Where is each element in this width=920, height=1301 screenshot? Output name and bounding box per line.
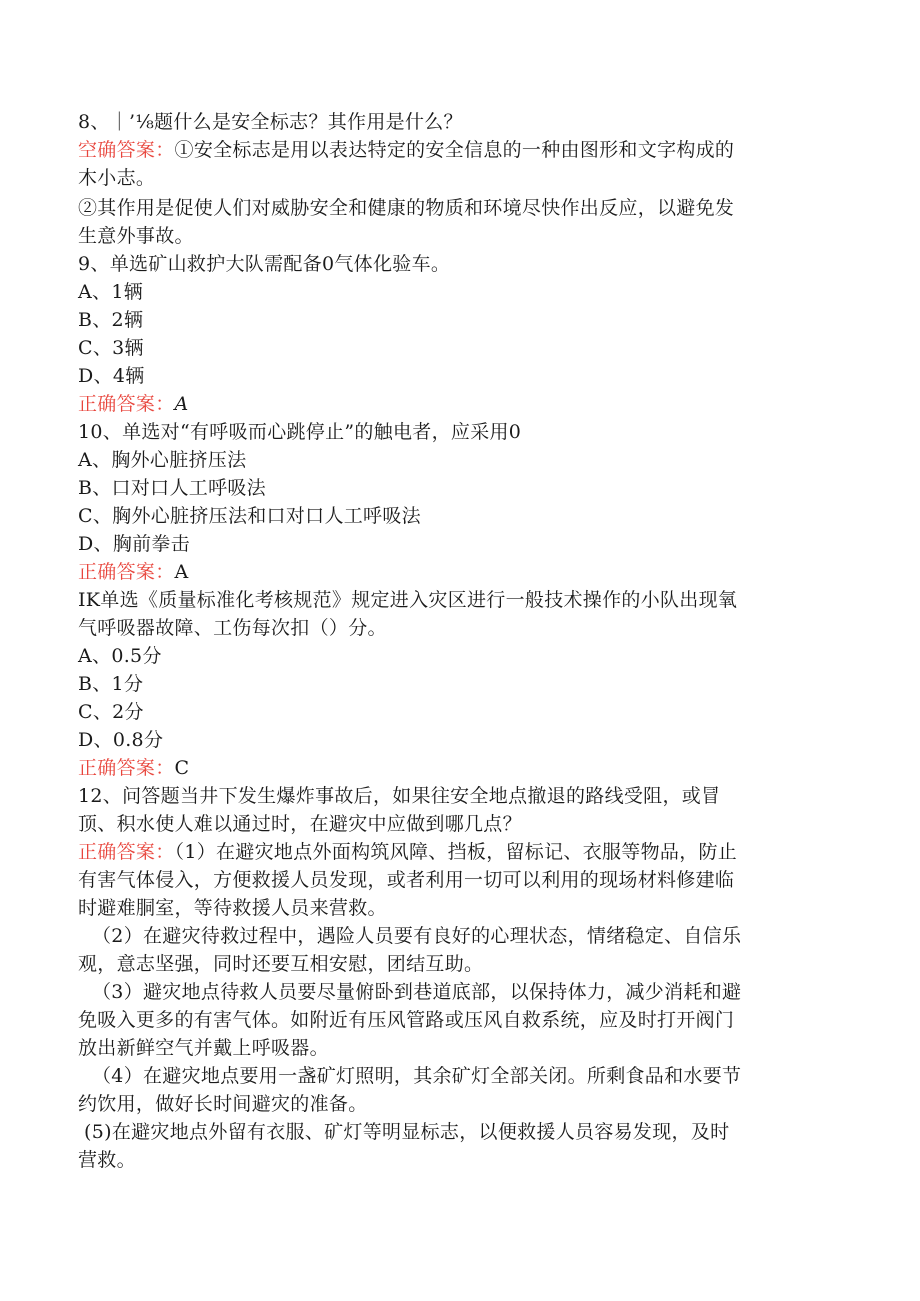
q12-answer-text-10: (5)在避灾地点外留有衣服、矿灯等明显标志，以便救援人员容易发现，及时	[84, 1121, 730, 1143]
q12-answer-text-8: （4）在避灾地点要用一盏矿灯照明，其余矿灯全部关闭。所剩食品和水要节	[92, 1065, 742, 1087]
q9-option-a: A、1辆	[78, 281, 144, 303]
q12-answer-text-11: 营救。	[78, 1149, 136, 1171]
q12-answer-label: 正确答案：	[78, 841, 175, 863]
q10-answer	[78, 558, 838, 586]
q10-title: 10、单选对“有呼吸而心跳停止”的触电者，应采用0	[78, 421, 522, 443]
q10-answer-label: 正确答案：	[78, 561, 175, 583]
q12-title-2: 顶、积水使人难以通过时，在避灾中应做到哪几点？	[78, 813, 522, 835]
q11-option-b: B、1分	[78, 673, 144, 695]
q11-answer-label: 正确答案：	[78, 757, 175, 779]
q9-answer-value: A	[174, 393, 189, 415]
q10-option-c: C、胸外心脏挤压法和口对口人工呼吸法	[78, 505, 421, 527]
q9-option-d: D、4辆	[78, 365, 145, 387]
q9-title: 9、单选矿山救护大队需配备0气体化验车。	[78, 253, 451, 275]
q12-answer-text-6: 免吸入更多的有害气体。如附近有压风管路或压风自救系统，应及时打开阀门	[78, 1009, 735, 1031]
q12-answer-text-3: （2）在避灾待救过程中，遇险人员要有良好的心理状态，情绪稳定、自信乐	[92, 925, 742, 947]
q8-answer-label: 空确答案：	[78, 139, 175, 161]
q8-title: 8、｜’⅛题什么是安全标志？其作用是什么？	[78, 111, 463, 133]
q8-answer-line	[78, 136, 838, 164]
q8-answer-text-4: 生意外事故。	[78, 225, 194, 247]
q12-answer-text-4: 观，意志坚强，同时还要互相安慰，团结互助。	[78, 953, 484, 975]
q12-answer-text-2: 时避难胴室，等待救援人员来营救。	[78, 897, 387, 919]
q11-title-2: 气呼吸器故障、工伤每次扣（）分。	[78, 617, 387, 639]
q9-option-c: C、3辆	[78, 337, 144, 359]
q9-option-b: B、2辆	[78, 309, 144, 331]
q9-answer	[78, 390, 838, 418]
q8-answer-text-3: ②其作用是促使人们对威胁安全和健康的物质和环境尽快作出反应，以避免发	[78, 197, 735, 219]
q11-title-1: IK单选《质量标准化考核规范》规定进入灾区进行一般技术操作的小队出现氧	[78, 589, 738, 611]
q10-option-d: D、胸前拳击	[78, 533, 191, 555]
document-page	[78, 108, 838, 1174]
q11-answer-value: C	[174, 757, 190, 779]
q10-answer-value: A	[174, 561, 189, 583]
q11-answer	[78, 754, 838, 782]
q10-option-b: B、口对口人工呼吸法	[78, 477, 266, 499]
q8-answer-text-1: ①安全标志是用以表达特定的安全信息的一种由图形和文字构成的	[174, 139, 735, 161]
q11-option-c: C、2分	[78, 701, 144, 723]
q12-answer-text-0: （1）在避灾地点外面构筑风障、挡板，留标记、衣服等物品，防止	[174, 841, 738, 863]
q12-answer-first	[78, 838, 838, 866]
q12-answer-text-7: 放出新鲜空气并戴上呼吸器。	[78, 1037, 329, 1059]
q10-option-a: A、胸外心脏挤压法	[78, 449, 247, 471]
q12-title-1: 12、问答题当井下发生爆炸事故后，如果往安全地点撤退的路线受阻，或冒	[78, 785, 721, 807]
q11-option-d: D、0.8分	[78, 729, 164, 751]
q9-answer-label: 正确答案：	[78, 393, 175, 415]
q11-option-a: A、0.5分	[78, 645, 162, 667]
q12-answer-text-5: （3）避灾地点待救人员要尽量俯卧到巷道底部，以保持体力，减少消耗和避	[92, 981, 742, 1003]
q12-answer-text-9: 约饮用，做好长时间避灾的准备。	[78, 1093, 368, 1115]
q12-answer-text-1: 有害气体侵入，方便救援人员发现，或者利用一切可以利用的现场材料修建临	[78, 869, 735, 891]
q8-answer-text-2: 木小志。	[78, 167, 156, 189]
